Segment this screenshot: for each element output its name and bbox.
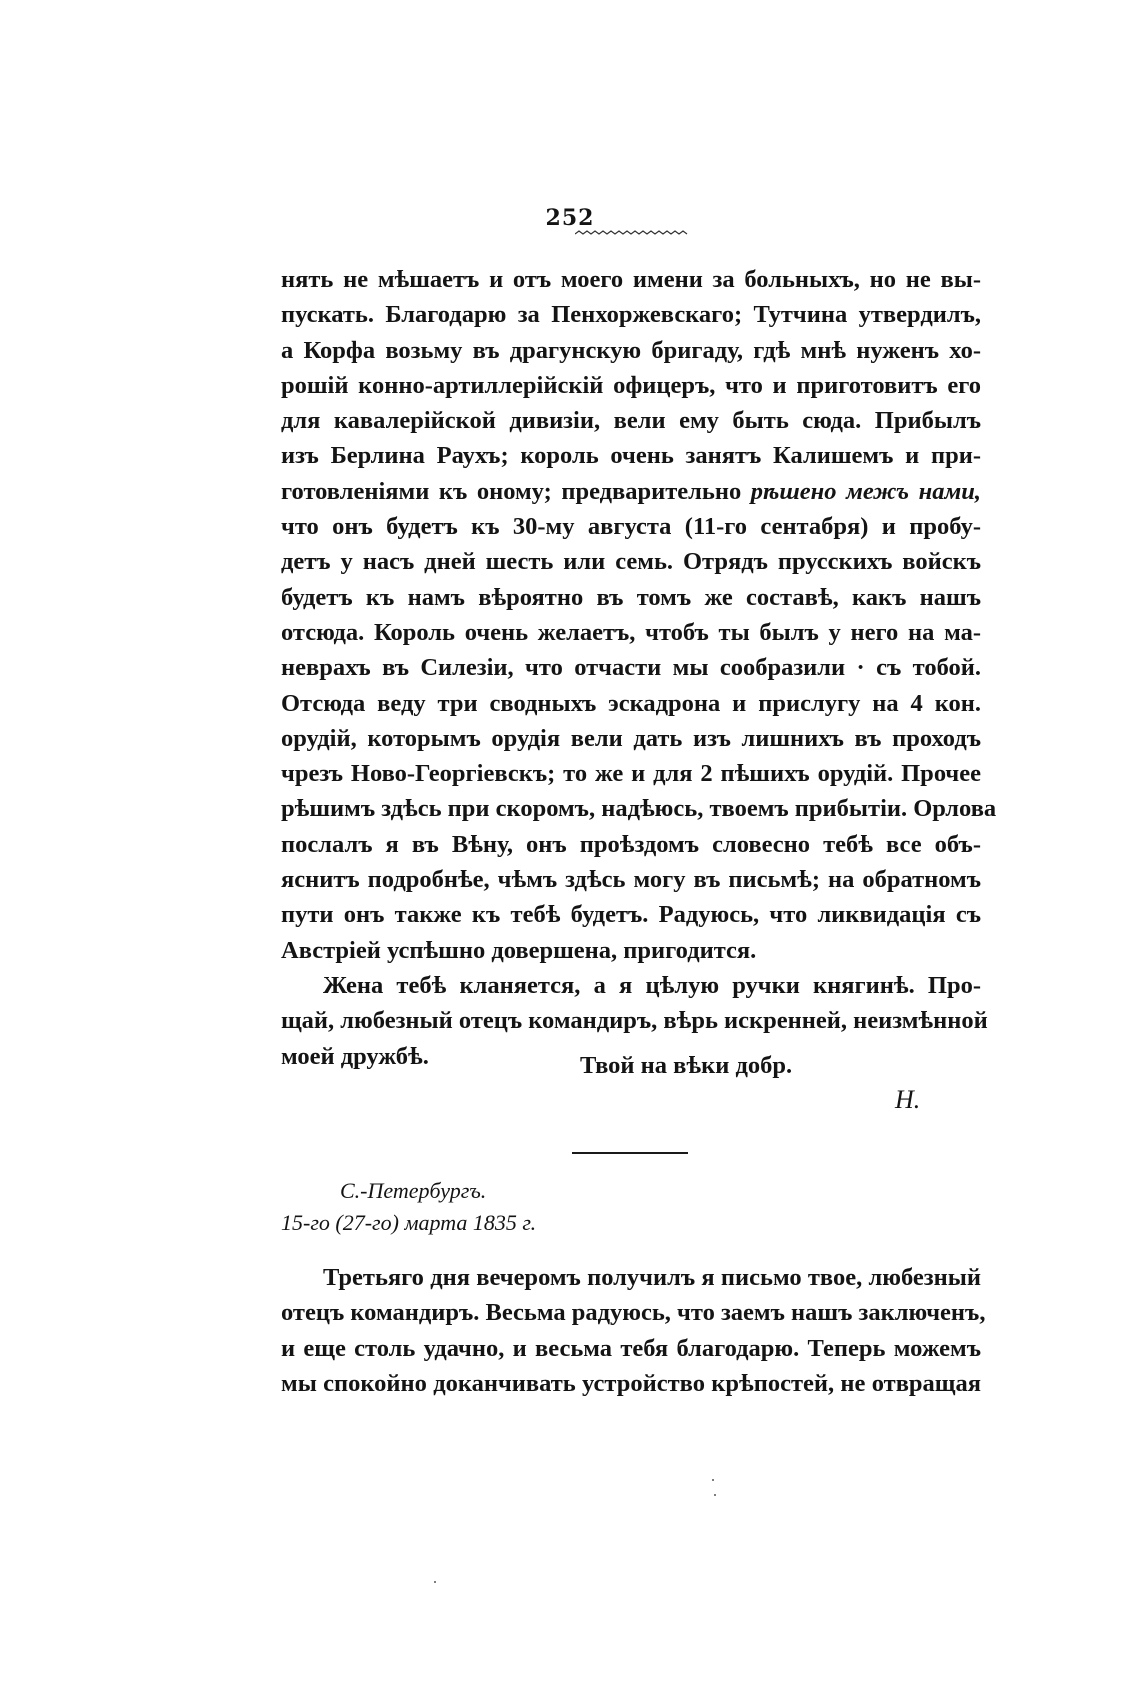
text-line: отецъ командиръ. Весьма радуюсь, что заемъ нашъ заключенъ, <box>281 1299 986 1327</box>
text-line: отсюда. Король очень желаетъ, чтобъ ты былъ у него на ма- <box>281 618 981 646</box>
text-line: нять не мѣшаетъ и отъ моего имени за больныхъ, но не вы- <box>281 266 981 293</box>
letter1-body <box>281 262 997 1074</box>
scan-speck <box>712 1479 714 1481</box>
scan-speck <box>434 1581 436 1583</box>
text-line: детъ у насъ дней шесть или семь. Отрядъ прусскихъ войскъ <box>281 548 981 576</box>
closing-salutation: Твой на вѣки добр. <box>580 1052 793 1079</box>
text-line: рошій конно-артиллерійскій офицеръ, что и приготовитъ его <box>281 371 981 399</box>
text-line: щай, любезный отецъ командиръ, вѣрь искренней, неизмѣнной <box>281 1007 988 1035</box>
text-line: для кавалерійской дивизіи, вели ему быть сюда. Прибылъ <box>281 407 981 435</box>
letter-place: С.-Петербургъ. <box>340 1178 487 1203</box>
text-line: и еще столь удачно, и весьма тебя благодарю. Теперь можемъ <box>281 1334 981 1362</box>
text-line: Отсюда веду три сводныхъ эскадрона и прислугу на 4 кон. <box>281 689 981 717</box>
text-line: послалъ я въ Вѣну, онъ проѣздомъ словесно тебѣ все объ- <box>281 830 981 858</box>
text-line: орудій, которымъ орудія вели дать изъ лишнихъ въ проходъ <box>281 724 981 752</box>
text-line: Третьяго дня вечеромъ получилъ я письмо твое, любезный <box>323 1264 981 1291</box>
text-line: Жена тебѣ кланяется, а я цѣлую ручки княгинѣ. Про- <box>323 971 981 999</box>
text-line: что онъ будетъ къ 30-му августа (11-го сентабря) и пробу- <box>281 513 981 541</box>
page-number: 252 <box>545 205 595 231</box>
scan-speck <box>714 1494 716 1496</box>
text-run: готовленіями къ оному; предварительно <box>281 477 751 505</box>
text-line: неврахъ въ Силезіи, что отчасти мы сообразили · съ тобой. <box>281 654 981 682</box>
text-line: а Корфа возьму въ драгунскую бригаду, гдѣ мнѣ нуженъ хо- <box>281 336 981 364</box>
text-line: будетъ къ намъ вѣроятно въ томъ же составѣ, какъ нашъ <box>281 583 981 611</box>
italic-phrase: рѣшено межъ нами, <box>750 477 982 505</box>
text-line: изъ Берлина Раухъ; король очень занятъ Калишемъ и при- <box>281 442 981 470</box>
signature-initial: Н. <box>895 1085 921 1114</box>
text-line: рѣшимъ здѣсь при скоромъ, надѣюсь, твоемъ прибытіи. Орлова <box>281 795 997 823</box>
section-divider <box>572 1152 688 1154</box>
text-line: чрезъ Ново-Георгіевскъ; то же и для 2 пѣшихъ орудій. Прочее <box>281 760 981 788</box>
text-line: яснитъ подробнѣе, чѣмъ здѣсь могу въ письмѣ; на обратномъ <box>281 866 981 894</box>
text-line: пути онъ также къ тебѣ будетъ. Радуюсь, что ликвидація съ <box>281 901 981 929</box>
page-number-ornament <box>575 230 690 238</box>
text-line: пускать. Благодарю за Пенхоржевскаго; Тутчина утвердилъ, <box>281 301 981 329</box>
text-line: мы спокойно доканчивать устройство крѣпостей, не отвращая <box>281 1369 981 1397</box>
text-line: моей дружбѣ. <box>281 1042 429 1070</box>
letter2-body <box>281 1260 986 1401</box>
letter-date: 15-го (27-го) марта 1835 г. <box>281 1210 537 1235</box>
text-line-with-italic <box>281 474 981 509</box>
text-line: Австріей успѣшно довершена, пригодится. <box>281 936 757 964</box>
